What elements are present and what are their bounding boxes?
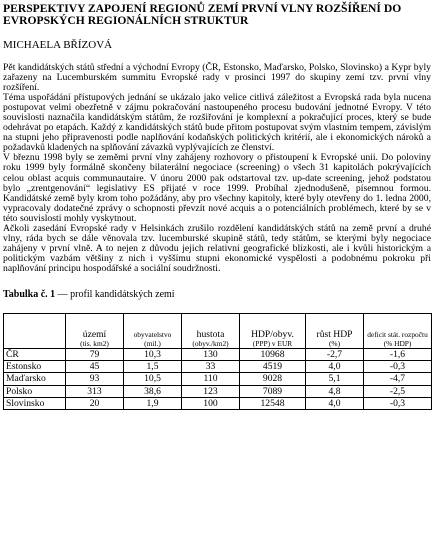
- table-cell: 10,3: [124, 348, 182, 360]
- table-cell: 313: [66, 385, 124, 397]
- table-cell: 10968: [240, 348, 306, 360]
- table-cell: 45: [66, 361, 124, 373]
- table-cell: 4,8: [306, 385, 364, 397]
- article-title: PERSPEKTIVY ZAPOJENÍ REGIONŮ ZEMÍ PRVNÍ VLNY ROZŠÍŘENÍ DO EVROPSKÝCH REGIONÁLNÍCH STRUKTUR: [3, 2, 402, 27]
- table-cell: 33: [182, 361, 240, 373]
- table-cell: -2,5: [364, 385, 432, 397]
- table-cell: 130: [182, 348, 240, 360]
- header-budget-deficit: deficit stát. rozpočtu (% HDP): [364, 313, 432, 348]
- table-cell: 4,0: [306, 361, 364, 373]
- table-caption-text: — profil kandidátských zemí: [55, 288, 175, 300]
- table-cell: 100: [182, 397, 240, 409]
- country-name-cell: Maďarsko: [4, 373, 66, 385]
- table-header-row: [4, 313, 432, 348]
- country-name-cell: Slovinsko: [4, 397, 66, 409]
- country-name-cell: ČR: [4, 348, 66, 360]
- table-row: [4, 361, 432, 373]
- table-cell: 9028: [240, 373, 306, 385]
- table-cell: 5,1: [306, 373, 364, 385]
- table-cell: 20: [66, 397, 124, 409]
- paragraph: V březnu 1998 byly se zeměmi první vlny zahájeny rozhovory o přistoupení k Evropské unii. Do poloviny roku 1999 byly formálně skončeny bilaterální negociace (screening) o všech 31 kapitolách pokrývajících celou oblast acquis communautaire. V únoru 2000 pak odstartoval tzv. up-date screening, jehož podstatou bylo „zrentgenování“ legislativy ES přijaté v roce 1999. Probíhal zjednodušeně, písemnou formou. Kandidátské země byly krom toho požádány, aby pro všechny kapitoly, které byly otevřeny do 1. ledna 2000, vypracovaly dodatečné zprávy o schopnosti převzít nové acquis a o potenciálních problémech, které by se v této souvislosti mohly vyskytnout.: [3, 152, 431, 224]
- table-cell: -0,3: [364, 361, 432, 373]
- article-body: [3, 63, 431, 274]
- article-author: MICHAELA BŘÍZOVÁ: [3, 39, 113, 51]
- table-cell: 38,6: [124, 385, 182, 397]
- table-row: [4, 373, 432, 385]
- table-cell: -1,6: [364, 348, 432, 360]
- header-country: [4, 313, 66, 348]
- table-caption-label: Tabulka č. 1: [3, 288, 56, 300]
- header-gdp-growth: růst HDP (%): [306, 313, 364, 348]
- table-cell: 110: [182, 373, 240, 385]
- table-cell: 1,9: [124, 397, 182, 409]
- table-cell: 1,5: [124, 361, 182, 373]
- table-row: [4, 348, 432, 360]
- header-population: obyvatelstvo (mil.): [124, 313, 182, 348]
- table-cell: 93: [66, 373, 124, 385]
- table-row: [4, 385, 432, 397]
- table-cell: 123: [182, 385, 240, 397]
- table-cell: 4,0: [306, 397, 364, 409]
- paragraph: Téma uspořádání přístupových jednání se ukázalo jako velice citlivá záležitost a Evropská rada byla nucena postupovat velmi obezřetně v zájmu pokračování nastoupeného procesu budování jednotné Evropy. V této souvislosti naznačila kandidátským státům, že rozšiřování je komplexní a pokračující proces, který se bude odehrávat po etapách. Každý z kandidátských států bude přitom postupovat svým vlastním tempem, závislým na stupni jeho připravenosti podle naplňování kodaňských politických kritérií, ale i ekonomických nároků a požadavků kladených na splňování závazků vyplývajících ze členství.: [3, 92, 431, 154]
- paragraph: Ačkoli zasedání Evropské rady v Helsinkách zrušilo rozdělení kandidátských států na země první a druhé vlny, ráda bych se dále věnovala tzv. lucemburské skupině států, tedy státům, se kterými byly negociace zahájeny v první vlně. A to nejen z důvodu jejich relativní geografické blízkosti, ale i kvůli historickým a politickým vazbám většiny z nich i vyššímu stupni ekonomické vyspělosti a podobnému pokroku při naplňování principu hospodářské a sociální soudržnosti.: [3, 222, 431, 274]
- header-gdp-per-capita: HDP/obyv. (PPP) v EUR: [240, 313, 306, 348]
- table-cell: 7089: [240, 385, 306, 397]
- country-name-cell: Polsko: [4, 385, 66, 397]
- country-name-cell: Estonsko: [4, 361, 66, 373]
- header-area: území (tis. km2): [66, 313, 124, 348]
- table-cell: 4519: [240, 361, 306, 373]
- header-density: hustota (obyv./km2): [182, 313, 240, 348]
- table-cell: -2,7: [306, 348, 364, 360]
- document-page: [3, 3, 431, 410]
- table-cell: -0,3: [364, 397, 432, 409]
- table-row: [4, 397, 432, 409]
- table-cell: 12548: [240, 397, 306, 409]
- table-caption: [3, 289, 431, 300]
- table-cell: 10,5: [124, 373, 182, 385]
- country-profile-table: [3, 313, 432, 410]
- paragraph: Pět kandidátských států střední a východní Evropy (ČR, Estonsko, Maďarsko, Polsko, Slovinsko) a Kypr byly zařazeny na Lucemburském summitu Evropské rady v prosinci 1997 do skupiny zemí tzv. první vlny rozšíření.: [3, 62, 431, 94]
- table-cell: 79: [66, 348, 124, 360]
- table-cell: -4,7: [364, 373, 432, 385]
